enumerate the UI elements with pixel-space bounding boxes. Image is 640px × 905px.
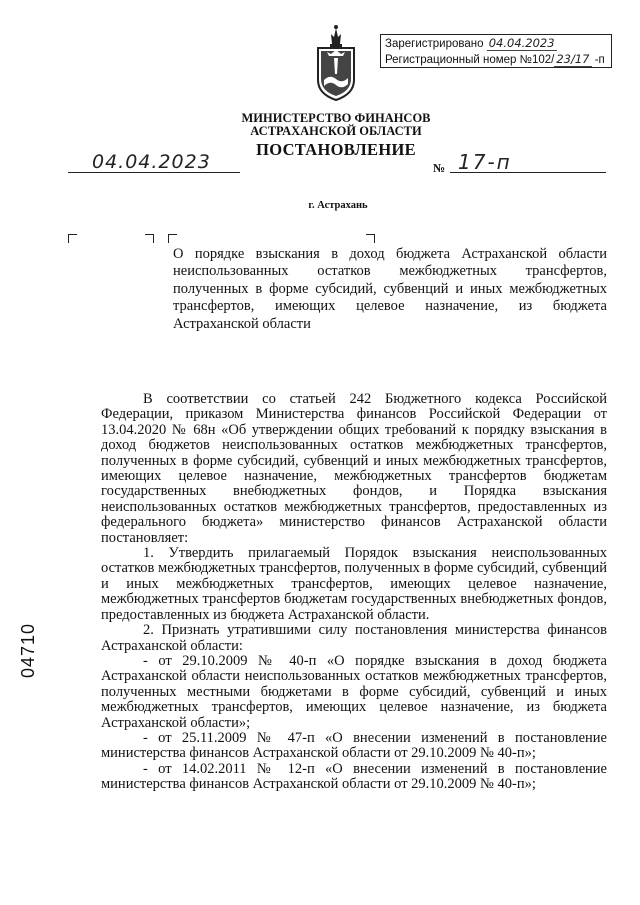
body-paragraph-repeal-40p: - от 29.10.2009 № 40-п «О порядке взыскания в доход бюджета Астраханской области неиспользованных остатков межбюджетных трансфертов, полученных местными бюджетами в форме субсидий, субвенций и иных межбюджетных трансфертов, имеющих целевое назначение, из бюджета Астраханской области»;: [101, 652, 607, 731]
bracket-top-left-1: [68, 234, 77, 243]
stamp-reg-number-value: 23/17: [556, 52, 590, 66]
body-paragraph-item-1: 1. Утвердить прилагаемый Порядок взыскания неиспользованных остатков межбюджетных трансфертов, полученных в форме субсидий, субвенций и иных межбюджетных трансфертов, имеющих целевое назначение, межбюджетных трансфертов бюджетам государственных внебюджетных фондов, предоставленных из бюджета Астраханской области.: [101, 545, 607, 623]
body-paragraph-preamble: В соответствии со статьей 242 Бюджетного кодекса Российской Федерации, приказом Министерства финансов Российской Федерации от 13.04.2020 № 68н «Об утверждении общих требований к порядку взыскания в доход бюджетов неиспользованных остатков межбюджетных трансфертов, полученных в форме субсидий, субвенций и иных межбюджетных трансфертов, имеющих целевое назначение, межбюджетных трансфертов бюджетам государственных внебюджетных фондов, и Порядка взыскания неиспользованных остатков межбюджетных трансфертов, предоставленных из федерального бюджета» министерство финансов Астраханской области постановляет:: [101, 391, 607, 546]
stamp-reg-number-label: Регистрационный номер №102/: [385, 54, 555, 66]
bracket-top-right-1: [145, 234, 154, 243]
bracket-top-left-2: [168, 234, 177, 243]
handwritten-date: 04.04.2023: [92, 151, 211, 173]
side-registry-number: 04710: [18, 622, 38, 678]
stamp-registered-label: Зарегистрировано: [385, 38, 484, 50]
document-body: [101, 392, 607, 793]
registration-stamp: [380, 34, 612, 68]
org-name-line2: АСТРАХАНСКОЙ ОБЛАСТИ: [250, 124, 422, 138]
handwritten-number: 17-п: [458, 150, 512, 174]
number-field: [450, 150, 606, 173]
bracket-top-right-2: [366, 234, 375, 243]
coat-of-arms-emblem: [314, 22, 358, 102]
stamp-registered-date: 04.04.2023: [488, 36, 555, 50]
stamp-reg-number-suffix: -п: [594, 54, 605, 66]
document-title: О порядке взыскания в доход бюджета Астраханской области неиспользованных остатков межбюджетных трансфертов, полученных в форме субсидий, субвенций и иных межбюджетных трансфертов, имеющих целевое назначение, из бюджета Астраханской области: [173, 246, 607, 332]
city-line: г. Астрахань: [308, 200, 368, 211]
number-label: №: [433, 161, 446, 175]
document-type-heading: ПОСТАНОВЛЕНИЕ: [256, 140, 416, 159]
org-name-line1: МИНИСТЕРСТВО ФИНАНСОВ: [241, 111, 431, 125]
body-paragraph-item-2: 2. Признать утратившими силу постановления министерства финансов Астраханской области:: [101, 622, 607, 654]
date-field: [68, 152, 240, 173]
body-paragraph-repeal-12p: - от 14.02.2011 № 12-п «О внесении изменений в постановление министерства финансов Астраханской области от 29.10.2009 № 40-п»;: [101, 760, 607, 793]
body-paragraph-repeal-47p: - от 25.11.2009 № 47-п «О внесении изменений в постановление министерства финансов Астраханской области от 29.10.2009 № 40-п»;: [101, 729, 607, 762]
